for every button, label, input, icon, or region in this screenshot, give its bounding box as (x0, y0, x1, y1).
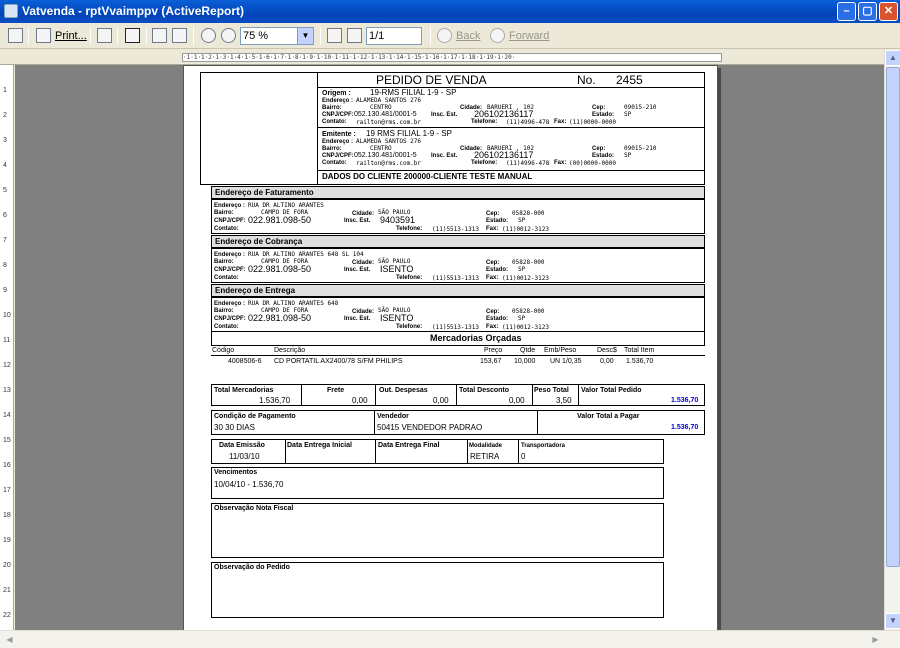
ruler-mark: 9 (3, 287, 7, 294)
chevron-down-icon[interactable]: ▼ (297, 28, 313, 44)
scroll-left-icon[interactable]: ◀ (6, 635, 13, 644)
zoom-out-icon[interactable] (201, 28, 216, 43)
entrega-inicial-label: Data Entrega Inicial (287, 442, 352, 449)
origem-estado: SP (624, 111, 632, 118)
toolbar-separator (117, 27, 118, 45)
item-codigo: 4008506-6 (228, 358, 262, 365)
entrega-fax: (11)0012-3123 (502, 324, 549, 331)
origem-value: 19-RMS FILIAL 1-9 - SP (370, 88, 457, 97)
cobranca-fax: (11)0012-3123 (502, 275, 549, 282)
print-icon[interactable] (36, 28, 51, 43)
total-desc-label: Total Desconto (459, 387, 510, 394)
back-button[interactable]: Back (456, 30, 481, 42)
cobranca-cep-label: Cep: (486, 260, 500, 266)
transportadora-label: Transportadora (521, 443, 566, 449)
entrega-telefone: (11)5513-1313 (432, 324, 479, 331)
cliente-heading: DADOS DO CLIENTE 200000-CLIENTE TESTE MANUAL (322, 172, 533, 181)
cobranca-estado: SP (518, 266, 526, 273)
order-number: 2455 (616, 73, 643, 87)
zoom-select[interactable] (240, 27, 314, 45)
cobranca-insc-label: Insc. Est. (344, 267, 371, 273)
transportadora-value: 0 (521, 452, 526, 461)
entrega-heading: Endereço de Entrega (211, 284, 705, 297)
emitente-estado-label: Estado: (592, 153, 615, 159)
vendedor-value: 50415 VENDEDOR PADRAO (377, 423, 483, 432)
faturamento-cidade-label: Cidade: (352, 211, 375, 217)
emitente-value: 19 RMS FILIAL 1-9 - SP (366, 129, 452, 138)
divider (518, 439, 519, 464)
item-total: 1.536,70 (626, 358, 654, 365)
divider (301, 384, 302, 406)
ruler-mark: 14 (3, 412, 11, 419)
vencimentos-value: 10/04/10 - 1.536,70 (214, 480, 284, 489)
close-button[interactable]: ✕ (879, 2, 898, 21)
faturamento-cnpj: 022.981.098-50 (248, 215, 312, 225)
toolbar-separator (193, 27, 194, 45)
zoom-value: 75 % (243, 30, 269, 42)
faturamento-fax: (11)0012-3123 (502, 226, 549, 233)
ruler-mark: 6 (3, 212, 7, 219)
cobranca-estado-label: Estado: (486, 267, 509, 273)
ruler-mark: 12 (3, 362, 11, 369)
divider (211, 345, 705, 346)
scroll-up-icon[interactable]: ▲ (885, 50, 900, 66)
cobranca-telefone-label: Telefone: (396, 275, 423, 281)
origem-telefone-label: Telefone: (471, 119, 498, 125)
vertical-scrollbar[interactable] (884, 50, 900, 630)
find-icon[interactable] (125, 28, 140, 43)
faturamento-endereco-label: Endereço : (214, 203, 246, 209)
app-icon (4, 4, 18, 18)
modalidade-value: RETIRA (470, 452, 500, 461)
cobranca-endereco: RUA DR ALTINO ARANTES 648 SL 104 (248, 251, 364, 258)
origem-cidade-label: Cidade: (460, 105, 483, 111)
col-qtde: Qtde (520, 347, 536, 354)
faturamento-estado: SP (518, 217, 526, 224)
faturamento-cnpj-label: CNPJ/CPF: (214, 218, 246, 224)
divider (285, 439, 286, 464)
peso-value: 3,50 (556, 396, 572, 405)
emitente-contato: railton@rms.com.br (356, 160, 422, 167)
origem-contato-label: Contato: (322, 119, 347, 125)
emissao-label: Data Emissão (219, 442, 265, 449)
origem-insc: 206102136117 (474, 109, 534, 119)
ruler-mark: 15 (3, 437, 11, 444)
table-of-contents-icon[interactable] (8, 28, 23, 43)
entrega-telefone-label: Telefone: (396, 324, 423, 330)
total-merc-value: 1.536,70 (259, 396, 291, 405)
cond-pagamento-value: 30 30 DIAS (214, 423, 255, 432)
col-codigo: Código (212, 347, 235, 354)
faturamento-cidade: SÃO PAULO (378, 209, 411, 216)
ruler-mark: 18 (3, 512, 11, 519)
emitente-estado: SP (624, 152, 632, 159)
entrega-cep: 05828-000 (512, 308, 545, 315)
origem-telefone: (11)4996-478 (506, 119, 550, 126)
ruler-mark: 17 (3, 487, 11, 494)
cond-pagamento-label: Condição de Pagamento (214, 413, 296, 420)
origem-cidade: BARUERI , 102 (487, 104, 534, 111)
item-emb: UN 1/0,35 (550, 358, 582, 365)
divider (211, 355, 705, 356)
entrega-bairro-label: Bairro: (214, 308, 234, 314)
entrega-estado-label: Estado: (486, 316, 509, 322)
page-number-value: 1/1 (369, 30, 385, 42)
frete-value: 0,00 (352, 396, 368, 405)
vertical-ruler (0, 65, 14, 630)
ruler-mark: 3 (3, 137, 7, 144)
entrega-endereco: RUA DR ALTINO ARANTES 648 (248, 300, 339, 307)
divider (318, 170, 705, 171)
frete-label: Frete (327, 387, 345, 394)
entrega-cnpj-label: CNPJ/CPF: (214, 316, 246, 322)
cobranca-bairro: CAMPO DE FORA (261, 258, 308, 265)
cobranca-endereco-label: Endereço : (214, 252, 246, 258)
origem-bairro-label: Bairro: (322, 105, 342, 111)
scroll-right-icon[interactable]: ▶ (872, 635, 879, 644)
ruler-scale: ·1·1·1·2·1·3·1·4·1·5·1·6·1·7·1·8·1·9·1·10·1·11·1·12·1·13·1·14·1·15·1·16·1·17·1·18·1·19·1·20· (182, 53, 722, 62)
cobranca-telefone: (11)5513-1313 (432, 275, 479, 282)
cobranca-cnpj: 022.981.098-50 (248, 264, 312, 274)
cobranca-heading: Endereço de Cobrança (211, 235, 705, 248)
vencimentos-label: Vencimentos (214, 469, 258, 476)
obs-pedido-label: Observação do Pedido (214, 564, 290, 571)
entrega-endereco-label: Endereço : (214, 301, 246, 307)
faturamento-insc-label: Insc. Est. (344, 218, 371, 224)
cobranca-contato-label: Contato: (214, 275, 239, 281)
emitente-fax-label: Fax: (554, 160, 567, 166)
toolbar-separator (90, 27, 91, 45)
mercadorias-heading: Mercadorias Orçadas (430, 333, 522, 343)
back-icon[interactable] (437, 28, 452, 43)
obs-nf-label: Observação Nota Fiscal (214, 505, 294, 512)
origem-estado-label: Estado: (592, 112, 615, 118)
emitente-cep: 09015-210 (624, 145, 657, 152)
emitente-bairro: CENTRO (370, 145, 392, 152)
entrega-estado: SP (518, 315, 526, 322)
emitente-endereco-label: Endereço : (322, 139, 354, 145)
entrega-cidade: SÃO PAULO (378, 307, 411, 314)
cobranca-fax-label: Fax: (486, 275, 499, 281)
print-button[interactable]: Print... (55, 30, 87, 42)
ruler-mark: 10 (3, 312, 11, 319)
faturamento-telefone: (11)5513-1313 (432, 226, 479, 233)
origem-contato: railton@rms.com.br (356, 119, 422, 126)
cobranca-cidade-label: Cidade: (352, 260, 375, 266)
order-number-label: No. (577, 73, 596, 87)
cobranca-cidade: SÃO PAULO (378, 258, 411, 265)
faturamento-telefone-label: Telefone: (396, 226, 423, 232)
origem-cnpj: 052.130.481/0001-5 (354, 111, 417, 118)
faturamento-fax-label: Fax: (486, 226, 499, 232)
divider (374, 410, 375, 435)
emissao-value: 11/03/10 (229, 452, 260, 461)
out-desp-value: 0,00 (433, 396, 449, 405)
emitente-cnpj: 052.130.481/0001-5 (354, 152, 417, 159)
entrega-cidade-label: Cidade: (352, 309, 375, 315)
origem-label: Origem : (322, 90, 351, 97)
entrega-final-label: Data Entrega Final (378, 442, 440, 449)
entrega-insc-label: Insc. Est. (344, 316, 371, 322)
horizontal-scrollbar[interactable] (0, 630, 900, 648)
single-page-icon[interactable] (152, 28, 167, 43)
col-total-item: Total Item (624, 347, 655, 354)
ruler-mark: 8 (3, 262, 7, 269)
faturamento-estado-label: Estado: (486, 218, 509, 224)
maximize-button[interactable]: ▢ (858, 2, 877, 21)
next-page-icon[interactable] (347, 28, 362, 43)
divider (456, 384, 457, 406)
divider (318, 127, 705, 128)
origem-fax: (11)0000-0000 (569, 119, 616, 126)
valor-pedido-label: Valor Total Pedido (581, 387, 642, 394)
col-emb-peso: Emb/Peso (544, 347, 577, 354)
divider (532, 384, 533, 406)
multi-page-icon[interactable] (172, 28, 187, 43)
toolbar-separator (430, 27, 431, 45)
entrega-cep-label: Cep: (486, 309, 500, 315)
logo-box (200, 72, 318, 185)
origem-cep: 09015-210 (624, 104, 657, 111)
faturamento-bairro-label: Bairro: (214, 210, 234, 216)
valor-pedido-value: 1.536,70 (671, 397, 699, 404)
emitente-telefone-label: Telefone: (471, 160, 498, 166)
previous-page-icon[interactable] (327, 28, 342, 43)
item-descricao: CD PORTATIL AX2400/78 S/FM PHILIPS (274, 358, 403, 365)
emitente-fax: (00)0000-0000 (569, 160, 616, 167)
ruler-mark: 13 (3, 387, 11, 394)
emitente-telefone: (11)4996-478 (506, 160, 550, 167)
ruler-mark: 21 (3, 587, 11, 594)
faturamento-endereco: RUA DR ALTINO ARANTES (248, 202, 324, 209)
copy-icon[interactable] (97, 28, 112, 43)
cobranca-cnpj-label: CNPJ/CPF: (214, 267, 246, 273)
emitente-insc: 206102136117 (474, 150, 534, 160)
cobranca-cep: 05828-000 (512, 259, 545, 266)
report-page (183, 65, 718, 630)
item-qtde: 10,000 (514, 358, 536, 365)
origem-cep-label: Cep: (592, 105, 606, 111)
emitente-bairro-label: Bairro: (322, 146, 342, 152)
title-bar (0, 0, 900, 23)
faturamento-insc: 9403591 (380, 215, 416, 225)
item-desc: 0,00 (600, 358, 614, 365)
item-preco: 153,67 (480, 358, 502, 365)
emitente-label: Emitente : (322, 131, 356, 138)
divider (537, 410, 538, 435)
emitente-insc-label: Insc. Est. (431, 153, 458, 159)
toolbar-separator (28, 27, 29, 45)
ruler-mark: 1 (3, 87, 7, 94)
emitente-cnpj-label: CNPJ/CPF: (322, 153, 354, 159)
toolbar (0, 23, 900, 49)
valor-pagar-label: Valor Total a Pagar (577, 413, 640, 420)
ruler-mark: 11 (3, 337, 11, 344)
divider (375, 439, 376, 464)
origem-bairro: CENTRO (370, 104, 392, 111)
emitente-cep-label: Cep: (592, 146, 606, 152)
entrega-insc: ISENTO (380, 313, 414, 323)
origem-cnpj-label: CNPJ/CPF: (322, 112, 354, 118)
entrega-fax-label: Fax: (486, 324, 499, 330)
valor-pagar-value: 1.536,70 (671, 424, 699, 431)
origem-endereco-label: Endereço : (322, 98, 354, 104)
emitente-cidade: BARUERI , 102 (487, 145, 534, 152)
col-desc: Desc$ (597, 347, 617, 354)
window-title: Vatvenda - rptVvaimppv (ActiveReport) (22, 4, 245, 18)
ruler-mark: 16 (3, 462, 11, 469)
col-descricao: Descrição (274, 347, 306, 354)
faturamento-cep-label: Cep: (486, 211, 500, 217)
scroll-thumb[interactable] (886, 67, 900, 567)
emitente-contato-label: Contato: (322, 160, 347, 166)
col-preco: Preço (484, 347, 503, 354)
page-number-input[interactable] (366, 27, 422, 45)
ruler-mark: 2 (3, 112, 7, 119)
out-desp-label: Out. Despesas (379, 387, 428, 394)
emitente-cidade-label: Cidade: (460, 146, 483, 152)
total-merc-label: Total Mercadorias (214, 387, 274, 394)
origem-fax-label: Fax: (554, 119, 567, 125)
forward-icon[interactable] (490, 28, 505, 43)
divider (375, 384, 376, 406)
horizontal-ruler (0, 50, 884, 65)
cobranca-bairro-label: Bairro: (214, 259, 234, 265)
ruler-mark: 7 (3, 237, 7, 244)
ruler-mark: 20 (3, 562, 11, 569)
minimize-button[interactable]: – (837, 2, 856, 21)
cobranca-insc: ISENTO (380, 264, 414, 274)
faturamento-heading: Endereço de Faturamento (211, 186, 705, 199)
entrega-cnpj: 022.981.098-50 (248, 313, 312, 323)
ruler-mark: 4 (3, 162, 7, 169)
divider (578, 384, 579, 406)
ruler-mark: 5 (3, 187, 7, 194)
divider (467, 439, 468, 464)
origem-endereco: ALAMEDA SANTOS 276 (356, 97, 422, 104)
modalidade-label: Modalidade (469, 443, 503, 449)
forward-button[interactable]: Forward (509, 30, 550, 42)
faturamento-contato-label: Contato: (214, 226, 239, 232)
zoom-in-icon[interactable] (221, 28, 236, 43)
report-title: PEDIDO DE VENDA (376, 73, 487, 87)
toolbar-separator (320, 27, 321, 45)
ruler-mark: 19 (3, 537, 11, 544)
vendedor-label: Vendedor (377, 413, 409, 420)
report-viewport[interactable] (15, 65, 884, 630)
ruler-mark: 22 (3, 612, 11, 619)
faturamento-bairro: CAMPO DE FORA (261, 209, 308, 216)
toolbar-separator (146, 27, 147, 45)
peso-label: Peso Total (534, 387, 569, 394)
entrega-bairro: CAMPO DE FORA (261, 307, 308, 314)
scroll-down-icon[interactable]: ▼ (885, 613, 900, 629)
emitente-endereco: ALAMEDA SANTOS 276 (356, 138, 422, 145)
origem-insc-label: Insc. Est. (431, 112, 458, 118)
total-desc-value: 0,00 (509, 396, 525, 405)
entrega-contato-label: Contato: (214, 324, 239, 330)
faturamento-cep: 05828-000 (512, 210, 545, 217)
